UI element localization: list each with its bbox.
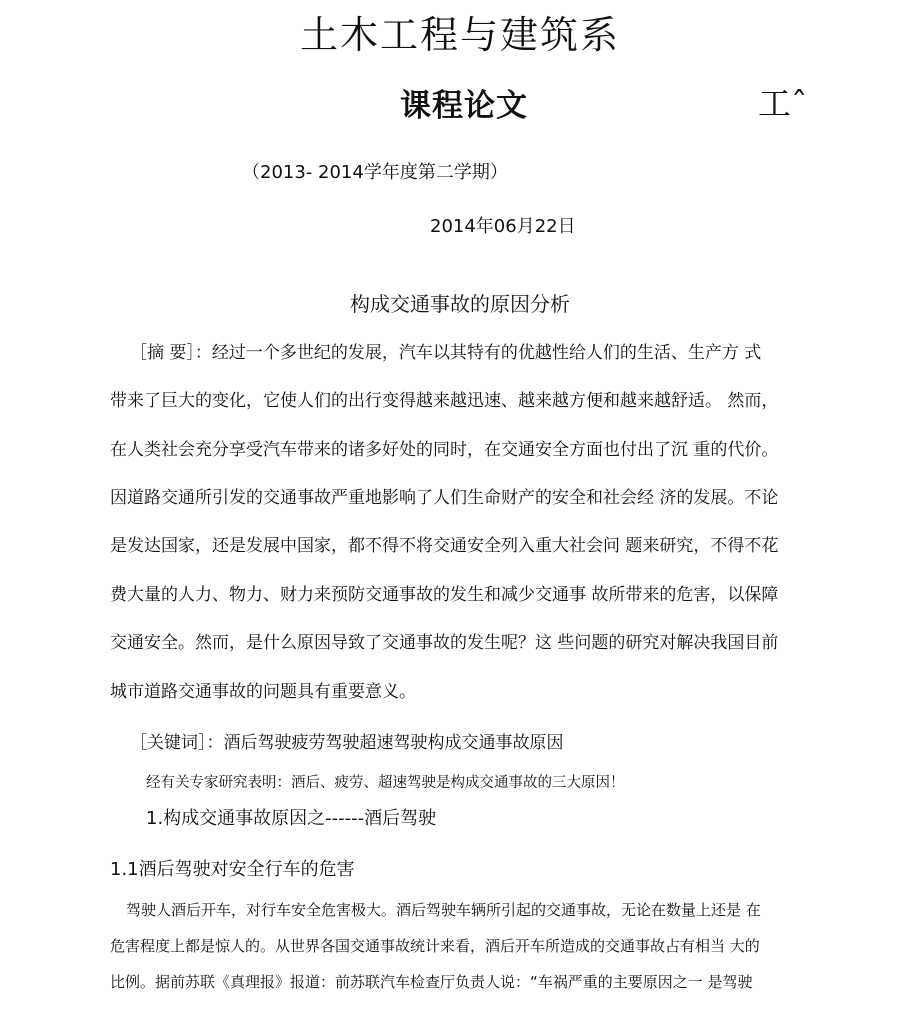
keywords: ［关键词］：酒后驾驶疲劳驾驶超速驾驶构成交通事故原因 — [130, 733, 564, 753]
abstract-line: 交通安全。然而，是什么原因导致了交通事故的发生呢？这 些问题的研究对解决我国目前 — [110, 633, 779, 653]
abstract-line: 因道路交通所引发的交通事故严重地影响了人们生命财产的安全和社会经 济的发展。不论 — [110, 488, 779, 508]
body-line: 比例。据前苏联《真理报》报道：前苏联汽车检查厅负责人说：“车祸严重的主要原因之一 是驾驶 — [110, 973, 753, 991]
body-line: 驾驶人酒后开车，对行车安全危害极大。酒后驾驶车辆所引起的交通事故，无论在数量上还是 在 — [126, 901, 761, 919]
abstract-line: 带来了巨大的变化，它使人们的出行变得越来越迅速、越来越方便和越来越舒适。 然而， — [110, 391, 779, 411]
paper-type-title: 课程论文 — [400, 88, 528, 124]
abstract-line: 城市道路交通事故的问题具有重要意义。 — [110, 682, 416, 702]
article-title: 构成交通事故的原因分析 — [350, 292, 570, 316]
corner-mark: 工ˆ — [758, 84, 808, 123]
abstract-line: 在人类社会充分享受汽车带来的诸多好处的同时，在交通安全方面也付出了沉 重的代价。 — [110, 440, 779, 460]
section-heading-1-1: 1.1酒后驾驶对安全行车的危害 — [110, 859, 355, 880]
body-line: 危害程度上都是惊人的。从世界各国交通事故统计来看，酒后开车所造成的交通事故占有相当 大的 — [110, 937, 760, 955]
department-title: 土木工程与建筑系 — [299, 13, 620, 57]
paper-date: 2014年06月22日 — [430, 216, 576, 237]
abstract-line: 费大量的人力、物力、财力来预防交通事故的发生和减少交通事 故所带来的危害，以保障 — [110, 585, 779, 605]
abstract-line: ［摘 要］：经过一个多世纪的发展，汽车以其特有的优越性给人们的生活、生产方 式 — [130, 343, 762, 363]
section-heading-1: 1.构成交通事故原因之------酒后驾驶 — [146, 808, 437, 829]
academic-term: （2013- 2014学年度第二学期） — [242, 162, 508, 183]
research-finding: 经有关专家研究表明：酒后、疲劳、超速驾驶是构成交通事故的三大原因！ — [146, 775, 625, 791]
abstract-line: 是发达国家，还是发展中国家，都不得不将交通安全列入重大社会问 题来研究，不得不花 — [110, 536, 779, 556]
